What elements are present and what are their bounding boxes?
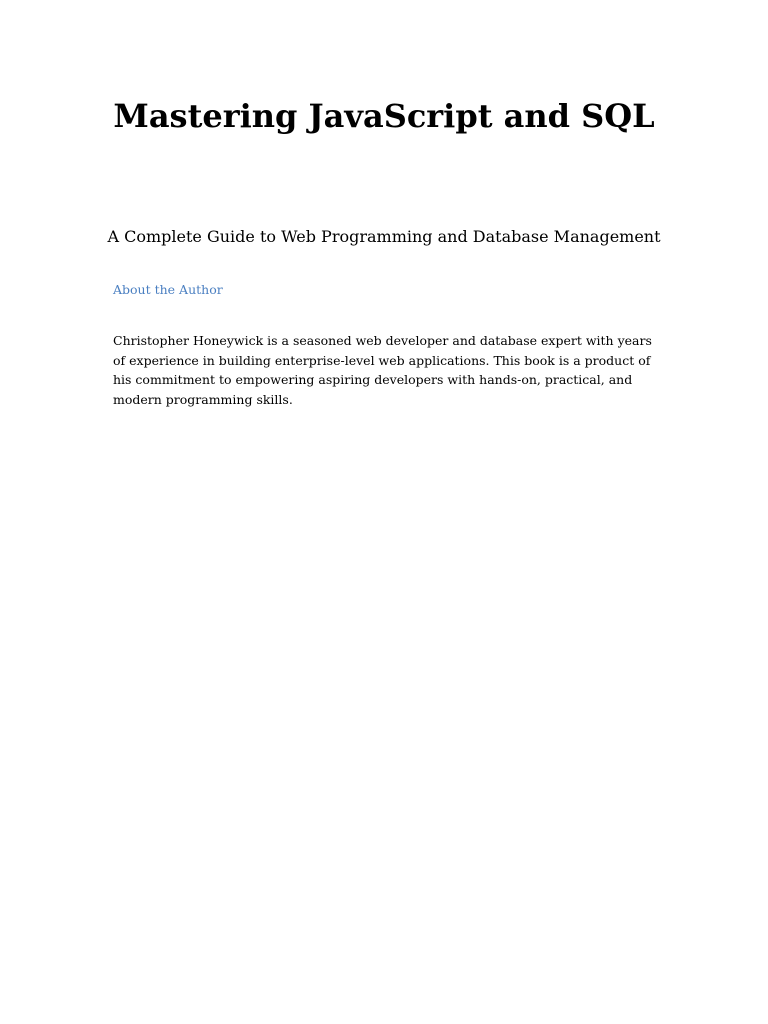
document-subtitle: A Complete Guide to Web Programming and Database Management bbox=[107, 227, 661, 246]
about-author-paragraph: Christopher Honeywick is a seasoned web developer and database expert with years of experience in building enterprise-level web applications. This book is a product of his commitment to empowering aspiring developers with hands-on, practical, and modern programming skills. bbox=[113, 333, 652, 407]
about-author-heading: About the Author bbox=[113, 282, 223, 297]
document-title: Mastering JavaScript and SQL bbox=[113, 97, 655, 135]
